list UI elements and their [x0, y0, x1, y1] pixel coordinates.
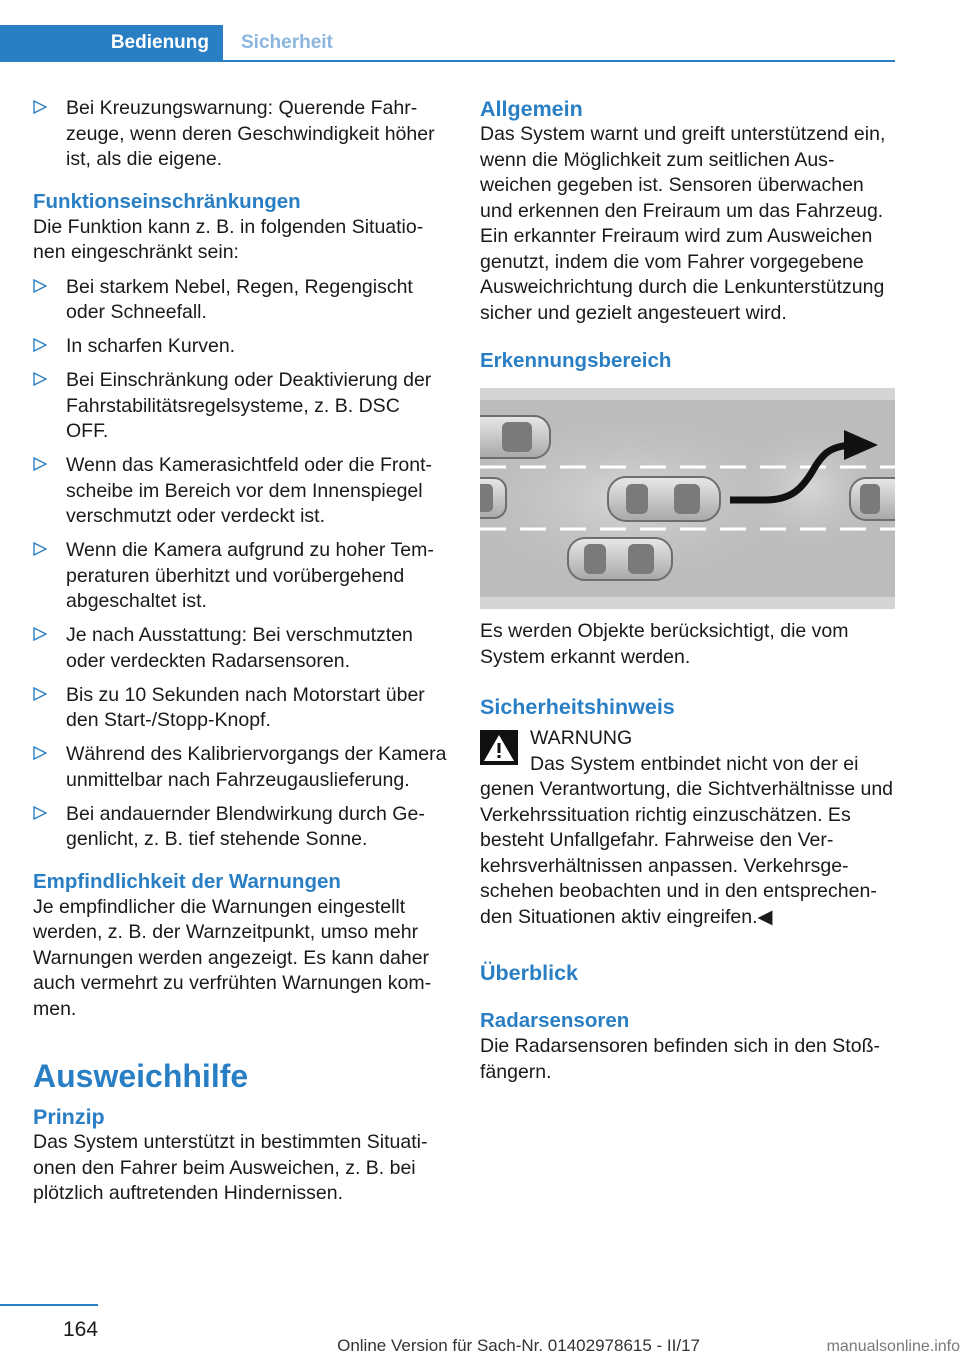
- list-item: [33, 538, 447, 615]
- intro-bullet-list: [33, 96, 447, 173]
- car-icon: [850, 478, 895, 520]
- triangle-bullet-icon: [33, 457, 47, 471]
- radar-text: Die Radarsensoren befinden sich in den Stoßfängern.: [480, 1035, 880, 1083]
- list-item: [33, 368, 447, 445]
- limits-intro: Die Funktion kann z. B. in folgenden Situationen eingeschränkt sein:: [33, 215, 424, 263]
- watermark: manualsonline.info: [826, 1338, 960, 1355]
- list-item-text: Bei andauernder Blendwirkung durch Gegenlicht, z. B. tief stehende Sonne.: [66, 802, 425, 850]
- limits-bullet-list: [33, 275, 447, 853]
- list-item-text: In scharfen Kurven.: [66, 335, 236, 357]
- warning-text: genen Verantwortung, die Sichtverhältnisse und Verkehrssituation richtig einzuschätzen. Es besteht Unfallgefahr. Fahrweise den Verkehrsverhältnissen anpassen. Verkehrsgeschehen beobachten und in den entsprechenden Situationen aktiv eingreifen.◀: [480, 778, 894, 928]
- triangle-bullet-icon: [33, 372, 47, 386]
- section-title-ausweichhilfe: Ausweichhilfe: [33, 1058, 249, 1094]
- warning-label: WARNUNG: [530, 727, 633, 749]
- sensitivity-text: Je empfindlicher die Warnungen eingestellt werden, z. B. der Warnzeitpunkt, umso mehr Warnungen werden angezeigt. Es kann daher auch vermehrt zu verfrühten Warnungen kommen.: [33, 895, 432, 1020]
- triangle-bullet-icon: [33, 806, 47, 820]
- right-column: [480, 96, 894, 1085]
- heading-funktionseinschraenkungen: Funktionseinschränkungen: [33, 189, 301, 213]
- heading-ueberblick: Überblick: [480, 961, 578, 985]
- list-item: [33, 96, 447, 173]
- warning-triangle-icon: [480, 730, 518, 765]
- principle-text: Das System unterstützt in bestimmten Situationen den Fahrer beim Ausweichen, z. B. bei plötzlich auftretenden Hindernissen.: [33, 1131, 428, 1204]
- page-number: 164: [63, 1318, 99, 1341]
- heading-erkennungsbereich: Erkennungsbereich: [480, 349, 672, 372]
- list-item: [33, 275, 447, 326]
- triangle-bullet-icon: [33, 338, 47, 352]
- list-item-text: Wenn die Kamera aufgrund zu hoher Temperaturen überhitzt und vorübergehend abgeschaltet ist.: [66, 539, 434, 612]
- left-column: [33, 96, 447, 1207]
- list-item: [33, 334, 447, 360]
- general-text: Das System warnt und greift unterstützend ein, wenn die Möglichkeit zum seitlichen Ausweichen gegeben ist. Sensoren überwachen und erkennen den Freiraum um das Fahrzeug. Ein erkannter Freiraum wird zum Ausweichen genutzt, indem die vom Fahrer vorgegebene Ausweichrichtung durch die Lenkunterstützung sicher und gezielt angesteuert wird.: [480, 123, 886, 324]
- heading-empfindlichkeit: Empfindlichkeit der Warnungen: [33, 869, 341, 893]
- list-item: [33, 742, 447, 793]
- detection-area-illustration: [480, 388, 895, 609]
- triangle-bullet-icon: [33, 542, 47, 556]
- warning-first-line: Das System entbindet nicht von der ei: [530, 752, 859, 775]
- list-item-text: Bis zu 10 Sekunden nach Motorstart über den Start-/Stopp-Knopf.: [66, 683, 425, 731]
- tab-sicherheit[interactable]: Sicherheit: [241, 31, 333, 53]
- list-item: [33, 802, 447, 853]
- list-item: [33, 453, 447, 530]
- tab-bedienung[interactable]: Bedienung: [0, 25, 223, 60]
- list-item: [33, 683, 447, 734]
- triangle-bullet-icon: [33, 746, 47, 760]
- heading-prinzip: Prinzip: [33, 1105, 105, 1129]
- triangle-bullet-icon: [33, 627, 47, 641]
- list-item-text: Wenn das Kamerasichtfeld oder die Frontscheibe im Bereich vor dem Innenspiegel verschmutzt oder verdeckt ist.: [66, 454, 432, 527]
- online-version: Online Version für Sach-Nr. 01402978615 - II/17: [337, 1336, 700, 1355]
- car-icon-ego: [608, 477, 720, 521]
- heading-radarsensoren: Radarsensoren: [480, 1009, 630, 1032]
- detection-caption: Es werden Objekte berücksichtigt, die vom System erkannt werden.: [480, 620, 849, 668]
- triangle-bullet-icon: [33, 687, 47, 701]
- car-icon: [480, 416, 550, 458]
- list-item: [33, 623, 447, 674]
- warning-block: [480, 726, 894, 930]
- list-item-text: Je nach Ausstattung: Bei verschmutzten oder verdeckten Radarsensoren.: [66, 624, 413, 672]
- list-item-text: Während des Kalibriervorgangs der Kamera unmittelbar nach Fahrzeugauslieferung.: [66, 743, 447, 791]
- heading-sicherheitshinweis: Sicherheitshinweis: [480, 695, 675, 719]
- header-tab-bar: [0, 25, 895, 62]
- triangle-bullet-icon: [33, 100, 47, 114]
- heading-allgemein: Allgemein: [480, 97, 583, 121]
- triangle-bullet-icon: [33, 279, 47, 293]
- car-icon: [480, 478, 506, 518]
- list-item-text: Bei Einschränkung oder Deaktivierung der Fahrstabilitätsregelsysteme, z. B. DSC OFF.: [66, 369, 432, 442]
- footer-rule: [0, 1304, 98, 1306]
- list-item-text: Bei starkem Nebel, Regen, Regengischt oder Schneefall.: [66, 275, 413, 323]
- car-icon: [568, 538, 672, 580]
- list-item-text: Bei Kreuzungswarnung: Querende Fahrzeuge, wenn deren Geschwindigkeit höher ist, als die eigene.: [66, 97, 435, 170]
